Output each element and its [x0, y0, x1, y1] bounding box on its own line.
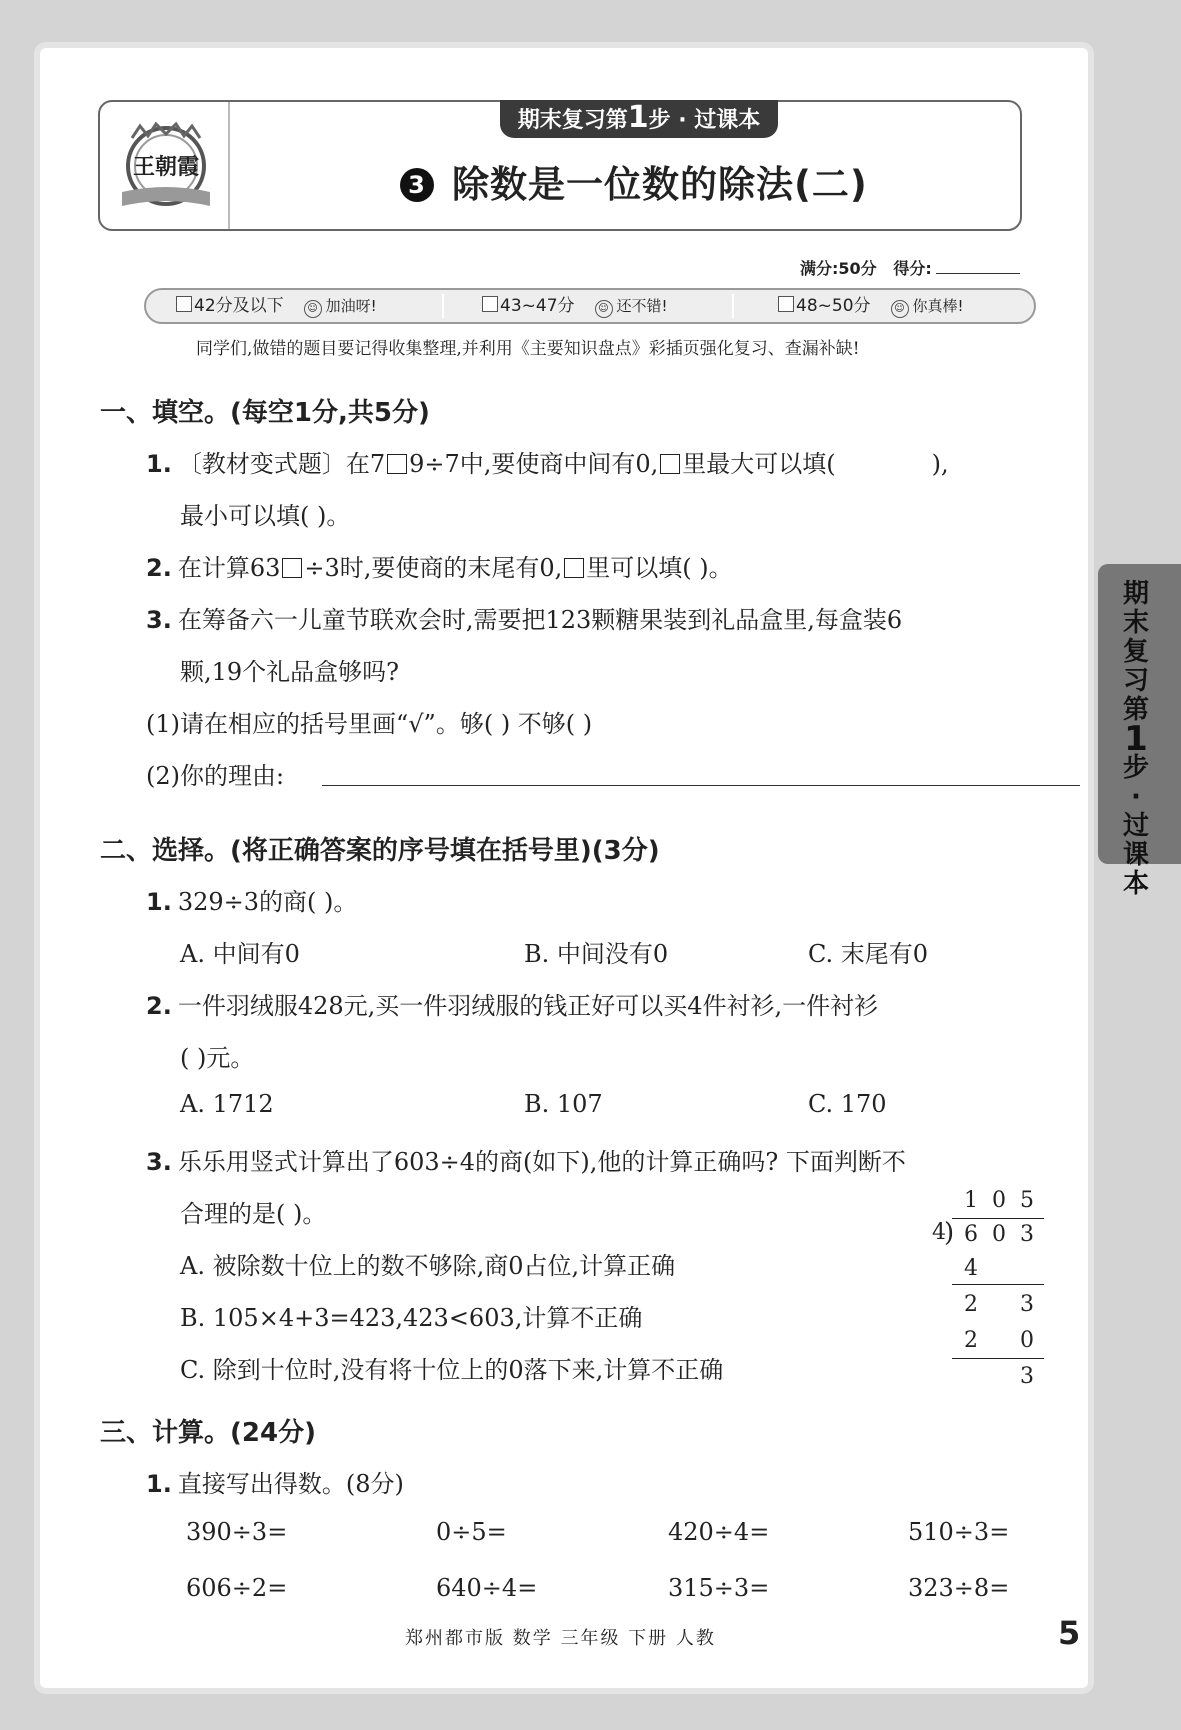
calc-item[interactable]: 390÷3=	[186, 1518, 288, 1546]
question-number: 3.	[146, 606, 172, 634]
remainder-digit: 3	[1020, 1364, 1034, 1389]
score-blank[interactable]	[936, 273, 1020, 274]
rating-bar	[144, 288, 1036, 324]
smiley-icon: ☺	[595, 300, 613, 318]
question-3-1	[146, 1464, 404, 1499]
question-1-1	[146, 444, 949, 479]
option-a[interactable]: A. 被除数十位上的数不够除,商0占位,计算正确	[180, 1252, 676, 1280]
question-text: 329÷3的商( )。	[177, 888, 358, 916]
question-number: 2.	[146, 992, 172, 1020]
side-tab-char: 步	[1122, 753, 1149, 783]
page-title	[400, 154, 868, 208]
quotient-digit: 1	[964, 1188, 978, 1213]
rating-divider	[732, 294, 734, 318]
question-2-1	[146, 882, 357, 917]
smiley-icon: ☺	[891, 300, 909, 318]
option-b[interactable]: B. 107	[524, 1090, 603, 1118]
side-tab-char: 第	[1122, 695, 1149, 725]
question-2-2-line2: ( )元。	[180, 1044, 255, 1072]
rating-message: 加油呀!	[325, 297, 377, 315]
notice-text: 同学们,做错的题目要记得收集整理,并利用《主要知识盘点》彩插页强化复习、查漏补缺!	[196, 339, 860, 359]
side-tab-char: 本	[1122, 869, 1149, 899]
side-tab-number: 1	[1124, 719, 1148, 759]
rating-checkbox-mid[interactable]	[482, 296, 498, 312]
question-text: 里可以填( )。	[586, 554, 733, 582]
calc-item[interactable]: 606÷2=	[186, 1574, 288, 1602]
long-division	[932, 1188, 1052, 1388]
question-text: 直接写出得数。(8分)	[177, 1470, 404, 1498]
reason-answer-line[interactable]	[322, 785, 1080, 786]
question-text: 〔教材变式题〕在7	[177, 450, 386, 478]
question-number: 3.	[146, 1148, 172, 1176]
section-title-fill-blank: 一、填空。(每空1分,共5分)	[100, 398, 430, 428]
question-text: ),	[931, 450, 949, 478]
calc-item[interactable]: 0÷5=	[436, 1518, 507, 1546]
score-label: 得分:	[893, 259, 932, 278]
question-2-3-line2: 合理的是( )。	[180, 1200, 327, 1228]
option-b[interactable]: B. 中间没有0	[524, 940, 669, 968]
question-text: 乐乐用竖式计算出了603÷4的商(如下),他的计算正确吗? 下面判断不	[177, 1148, 906, 1176]
question-1-2	[146, 548, 733, 583]
calc-item[interactable]: 510÷3=	[908, 1518, 1010, 1546]
side-tab-char: 课	[1122, 840, 1149, 870]
svg-text:王朝霞: 王朝霞	[132, 154, 200, 180]
header-box	[98, 100, 1022, 231]
header-tag	[500, 100, 778, 138]
question-number: 1.	[146, 450, 172, 478]
side-tab-char: 末	[1122, 608, 1149, 638]
option-a[interactable]: A. 1712	[180, 1090, 274, 1118]
rating-checkbox-high[interactable]	[778, 296, 794, 312]
section-title-choice: 二、选择。(将正确答案的序号填在括号里)(3分)	[100, 836, 660, 866]
option-c[interactable]: C. 除到十位时,没有将十位上的0落下来,计算不正确	[180, 1356, 724, 1384]
blank-square-icon[interactable]	[387, 454, 407, 474]
page-number: 5	[1058, 1614, 1081, 1652]
step-digit: 4	[964, 1256, 978, 1281]
question-1-3	[146, 600, 902, 635]
quotient-digit: 0	[992, 1188, 1006, 1213]
side-tab-char: 习	[1122, 666, 1149, 696]
side-tab-label	[1122, 580, 1150, 899]
option-b[interactable]: B. 105×4+3=423,423<603,计算不正确	[180, 1304, 643, 1332]
option-c[interactable]: C. 末尾有0	[808, 940, 929, 968]
header-divider	[228, 102, 230, 229]
blank-square-icon[interactable]	[282, 558, 302, 578]
tag-suffix: 步 · 过课本	[648, 108, 761, 133]
division-bar	[952, 1218, 1044, 1219]
calc-item[interactable]: 640÷4=	[436, 1574, 538, 1602]
calc-item[interactable]: 323÷8=	[908, 1574, 1010, 1602]
division-step-line	[952, 1358, 1044, 1359]
question-text: 9÷7中,要使商中间有0,	[409, 450, 659, 478]
step-digit: 2	[964, 1328, 978, 1353]
question-text: ÷3时,要使商的末尾有0,	[304, 554, 563, 582]
question-2-3	[146, 1142, 906, 1177]
divisor: 4	[932, 1220, 946, 1245]
section-title-calculation: 三、计算。(24分)	[100, 1418, 316, 1448]
question-text: 在计算63	[177, 554, 281, 582]
option-a[interactable]: A. 中间有0	[180, 940, 300, 968]
side-tab-char: ·	[1131, 782, 1141, 812]
rating-item-low	[176, 290, 377, 322]
publisher-logo	[118, 116, 214, 212]
rating-range: 43~47分	[500, 296, 575, 316]
question-1-1-line2: 最小可以填( )。	[180, 502, 351, 530]
tag-step-number: 1	[627, 100, 649, 135]
rating-checkbox-low[interactable]	[176, 296, 192, 312]
rating-divider	[442, 294, 444, 318]
footer-text: 郑州都市版 数学 三年级 下册 人教	[405, 1628, 716, 1649]
step-digit: 0	[1020, 1328, 1034, 1353]
question-number: 2.	[146, 554, 172, 582]
unit-number-badge: 3	[400, 168, 434, 202]
division-bracket-icon: )	[944, 1218, 955, 1248]
blank-square-icon[interactable]	[564, 558, 584, 578]
tag-prefix: 期末复习第	[517, 108, 628, 133]
question-1-3-sub1: (1)请在相应的括号里画“√”。够( ) 不够( )	[146, 710, 593, 738]
quotient-digit: 5	[1020, 1188, 1034, 1213]
score-area	[800, 256, 1020, 279]
question-number: 1.	[146, 1470, 172, 1498]
division-step-line	[952, 1284, 1044, 1285]
question-1-3-sub2: (2)你的理由:	[146, 762, 285, 790]
blank-square-icon[interactable]	[660, 454, 680, 474]
rating-item-high	[778, 290, 964, 322]
side-tab-char: 期	[1122, 579, 1149, 609]
question-2-2	[146, 986, 878, 1021]
step-digit: 3	[1020, 1292, 1034, 1317]
smiley-icon: ☺	[304, 300, 322, 318]
side-tab-char: 复	[1122, 637, 1149, 667]
unit-title: 除数是一位数的除法(二)	[452, 163, 868, 206]
question-1-3-line2: 颗,19个礼品盒够吗?	[180, 658, 400, 686]
rating-range: 42分及以下	[194, 296, 284, 316]
option-c[interactable]: C. 170	[808, 1090, 887, 1118]
question-text: 一件羽绒服428元,买一件羽绒服的钱正好可以买4件衬衫,一件衬衫	[177, 992, 879, 1020]
calc-item[interactable]: 420÷4=	[668, 1518, 770, 1546]
rating-message: 还不错!	[616, 297, 668, 315]
calc-item[interactable]: 315÷3=	[668, 1574, 770, 1602]
question-number: 1.	[146, 888, 172, 916]
dividend-digit: 0	[992, 1222, 1006, 1247]
rating-range: 48~50分	[796, 296, 871, 316]
rating-item-mid	[482, 290, 668, 322]
rating-message: 你真棒!	[912, 297, 964, 315]
full-score: 满分:50分	[800, 259, 877, 278]
side-tab-char: 过	[1122, 811, 1149, 841]
question-text: 在筹备六一儿童节联欢会时,需要把123颗糖果装到礼品盒里,每盒装6	[177, 606, 903, 634]
dividend-digit: 3	[1020, 1222, 1034, 1247]
step-digit: 2	[964, 1292, 978, 1317]
question-text: 里最大可以填(	[682, 450, 836, 478]
dividend-digit: 6	[964, 1222, 978, 1247]
